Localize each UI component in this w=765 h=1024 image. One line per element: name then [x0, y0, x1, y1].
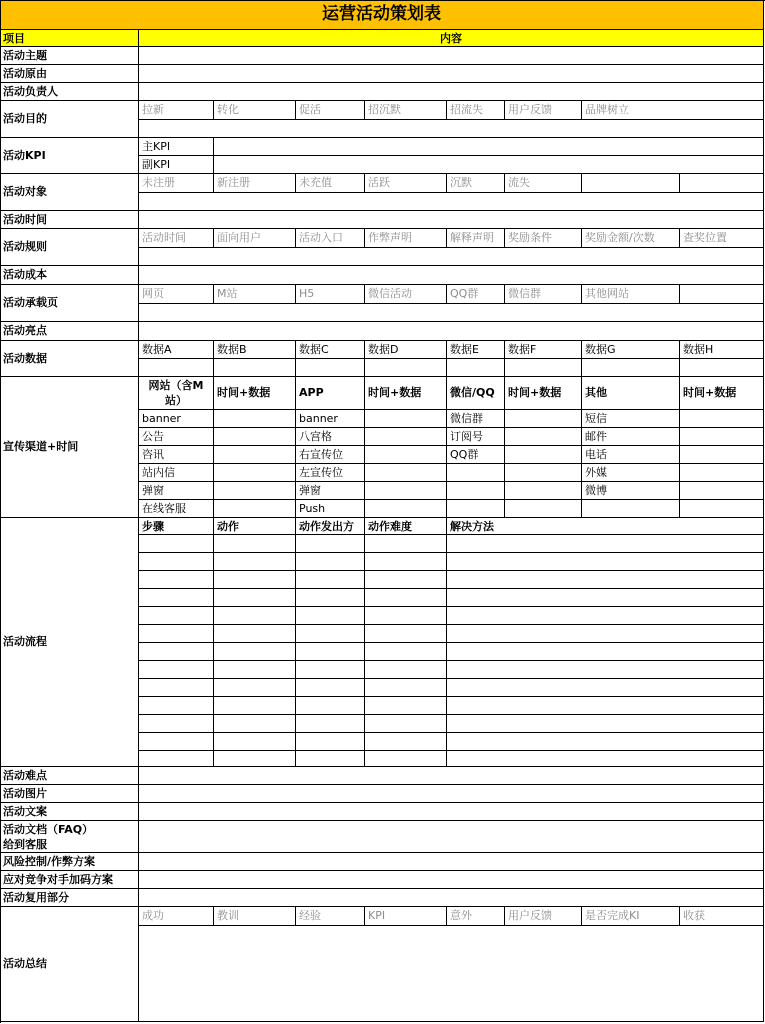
- channel-web-item: 站内信: [139, 464, 214, 482]
- flow-cell[interactable]: [214, 715, 296, 733]
- data-column-value[interactable]: [139, 359, 214, 377]
- activity-cost-label: 活动成本: [0, 266, 139, 285]
- flow-cell[interactable]: [214, 553, 296, 571]
- flow-cell[interactable]: [296, 607, 365, 625]
- risk-control-value[interactable]: [139, 853, 764, 871]
- flow-cell[interactable]: [296, 643, 365, 661]
- flow-cell[interactable]: [296, 625, 365, 643]
- flow-cell[interactable]: [214, 643, 296, 661]
- flow-cell[interactable]: [296, 679, 365, 697]
- competitor-plan-label: 应对竞争对手加码方案: [0, 871, 139, 889]
- activity-landing-option[interactable]: 网页: [139, 285, 214, 304]
- flow-cell[interactable]: [447, 751, 764, 767]
- activity-reuse-value[interactable]: [139, 889, 764, 907]
- data-column-value[interactable]: [582, 359, 680, 377]
- activity-copy-value[interactable]: [139, 803, 764, 821]
- channel-cell[interactable]: [214, 464, 296, 482]
- activity-kpi-label: 活动KPI: [0, 138, 139, 174]
- activity-owner-value[interactable]: [139, 83, 764, 101]
- flow-header: 步骤: [139, 518, 214, 535]
- activity-landing-label: 活动承载页: [0, 285, 139, 322]
- flow-cell[interactable]: [365, 715, 447, 733]
- channel-cell[interactable]: [214, 428, 296, 446]
- channel-cell[interactable]: [447, 482, 505, 500]
- flow-cell[interactable]: [296, 751, 365, 767]
- activity-target-option[interactable]: [582, 174, 680, 193]
- flow-cell[interactable]: [296, 715, 365, 733]
- flow-cell[interactable]: [139, 589, 214, 607]
- data-column-header: 数据H: [680, 341, 764, 359]
- activity-purpose-label: 活动目的: [0, 101, 139, 138]
- flow-cell[interactable]: [365, 679, 447, 697]
- activity-reason-label: 活动原由: [0, 65, 139, 83]
- flow-cell[interactable]: [365, 643, 447, 661]
- channel-web-item: 在线客服: [139, 500, 214, 518]
- channel-cell[interactable]: [365, 428, 447, 446]
- flow-cell[interactable]: [139, 643, 214, 661]
- flow-cell[interactable]: [296, 697, 365, 715]
- flow-cell[interactable]: [139, 751, 214, 767]
- activity-purpose-option[interactable]: 拉新: [139, 101, 214, 120]
- flow-cell[interactable]: [139, 553, 214, 571]
- summary-option[interactable]: 经验: [296, 907, 365, 926]
- activity-flow-label: 活动流程: [0, 518, 139, 767]
- flow-cell[interactable]: [296, 733, 365, 751]
- data-column-value[interactable]: [214, 359, 296, 377]
- channel-cell[interactable]: [680, 428, 764, 446]
- activity-landing-option[interactable]: 其他网站: [582, 285, 680, 304]
- channel-cell[interactable]: [680, 446, 764, 464]
- data-column-value[interactable]: [365, 359, 447, 377]
- activity-target-option[interactable]: 沉默: [447, 174, 505, 193]
- activity-target-option[interactable]: 未注册: [139, 174, 214, 193]
- activity-faq-value[interactable]: [139, 821, 764, 853]
- header-content: 内容: [139, 30, 764, 47]
- flow-header: 解决方法: [447, 518, 764, 535]
- channel-app-item: 左宣传位: [296, 464, 365, 482]
- flow-cell[interactable]: [139, 571, 214, 589]
- activity-purpose-option[interactable]: 用户反馈: [505, 101, 582, 120]
- flow-cell[interactable]: [296, 571, 365, 589]
- channel-app-item: banner: [296, 410, 365, 428]
- activity-rules-option[interactable]: 查奖位置: [680, 229, 764, 248]
- channel-header: APP: [296, 377, 365, 410]
- channel-cell[interactable]: [505, 482, 582, 500]
- flow-cell[interactable]: [447, 679, 764, 697]
- data-column-header: 数据B: [214, 341, 296, 359]
- activity-summary-notes[interactable]: [139, 926, 764, 1022]
- summary-option[interactable]: 收获: [680, 907, 764, 926]
- activity-rules-option[interactable]: 作弊声明: [365, 229, 447, 248]
- activity-target-notes[interactable]: [139, 193, 764, 211]
- channel-cell[interactable]: [365, 482, 447, 500]
- activity-purpose-option[interactable]: 品牌树立: [582, 101, 764, 120]
- summary-option[interactable]: KPI: [365, 907, 447, 926]
- flow-cell[interactable]: [447, 697, 764, 715]
- activity-target-option[interactable]: 活跃: [365, 174, 447, 193]
- flow-cell[interactable]: [214, 625, 296, 643]
- flow-cell[interactable]: [296, 535, 365, 553]
- channel-cell[interactable]: [447, 500, 505, 518]
- channel-web-item: 公告: [139, 428, 214, 446]
- flow-cell[interactable]: [447, 535, 764, 553]
- activity-reuse-label: 活动复用部分: [0, 889, 139, 907]
- channel-web-item: 咨讯: [139, 446, 214, 464]
- activity-difficulty-label: 活动难点: [0, 767, 139, 785]
- summary-option[interactable]: 教训: [214, 907, 296, 926]
- activity-landing-option[interactable]: 微信群: [505, 285, 582, 304]
- data-column-header: 数据G: [582, 341, 680, 359]
- faq-line-2: 给到客服: [3, 838, 47, 851]
- activity-rules-option[interactable]: 活动入口: [296, 229, 365, 248]
- activity-time-value[interactable]: [139, 211, 764, 229]
- channel-cell[interactable]: [505, 428, 582, 446]
- flow-cell[interactable]: [214, 733, 296, 751]
- flow-cell[interactable]: [214, 607, 296, 625]
- flow-cell[interactable]: [139, 733, 214, 751]
- flow-cell[interactable]: [447, 661, 764, 679]
- summary-option[interactable]: 用户反馈: [505, 907, 582, 926]
- activity-landing-option[interactable]: M站: [214, 285, 296, 304]
- sub-kpi-value[interactable]: [214, 156, 764, 174]
- sub-kpi-label: 副KPI: [139, 156, 214, 174]
- flow-cell[interactable]: [447, 625, 764, 643]
- channel-other-item: 短信: [582, 410, 680, 428]
- activity-target-option[interactable]: [680, 174, 764, 193]
- activity-difficulty-value[interactable]: [139, 767, 764, 785]
- channel-web-item: 弹窗: [139, 482, 214, 500]
- activity-purpose-option[interactable]: 招流失: [447, 101, 505, 120]
- activity-rules-option[interactable]: 面向用户: [214, 229, 296, 248]
- flow-cell[interactable]: [365, 607, 447, 625]
- channel-header: 时间+数据: [365, 377, 447, 410]
- activity-purpose-option[interactable]: 转化: [214, 101, 296, 120]
- header-item: 项目: [0, 30, 139, 47]
- channel-app-item: 八宫格: [296, 428, 365, 446]
- flow-cell[interactable]: [214, 679, 296, 697]
- flow-cell[interactable]: [139, 679, 214, 697]
- data-column-value[interactable]: [680, 359, 764, 377]
- activity-images-value[interactable]: [139, 785, 764, 803]
- activity-target-option[interactable]: 新注册: [214, 174, 296, 193]
- flow-cell[interactable]: [214, 661, 296, 679]
- data-column-header: 数据A: [139, 341, 214, 359]
- flow-cell[interactable]: [447, 643, 764, 661]
- activity-theme-label: 活动主题: [0, 47, 139, 65]
- flow-cell[interactable]: [365, 625, 447, 643]
- activity-reason-value[interactable]: [139, 65, 764, 83]
- channel-cell[interactable]: [505, 410, 582, 428]
- summary-option[interactable]: 是否完成KI: [582, 907, 680, 926]
- channel-header: 其他: [582, 377, 680, 410]
- activity-landing-notes[interactable]: [139, 304, 764, 322]
- competitor-plan-value[interactable]: [139, 871, 764, 889]
- activity-target-option[interactable]: 未充值: [296, 174, 365, 193]
- data-column-header: 数据E: [447, 341, 505, 359]
- activity-landing-option[interactable]: [680, 285, 764, 304]
- channel-app-item: 弹窗: [296, 482, 365, 500]
- channel-app-item: Push: [296, 500, 365, 518]
- channel-header: 微信/QQ: [447, 377, 505, 410]
- channel-cell[interactable]: [680, 410, 764, 428]
- channel-header: 时间+数据: [214, 377, 296, 410]
- channel-wechat_qq-item: 订阅号: [447, 428, 505, 446]
- main-kpi-label: 主KPI: [139, 138, 214, 156]
- activity-landing-option[interactable]: QQ群: [447, 285, 505, 304]
- activity-target-option[interactable]: 流失: [505, 174, 582, 193]
- data-column-header: 数据C: [296, 341, 365, 359]
- flow-cell[interactable]: [296, 589, 365, 607]
- activity-landing-option[interactable]: H5: [296, 285, 365, 304]
- data-column-value[interactable]: [296, 359, 365, 377]
- channel-cell[interactable]: [214, 446, 296, 464]
- flow-cell[interactable]: [214, 535, 296, 553]
- flow-header: 动作难度: [365, 518, 447, 535]
- activity-data-label: 活动数据: [0, 341, 139, 377]
- flow-cell[interactable]: [139, 535, 214, 553]
- channel-wechat_qq-item: 微信群: [447, 410, 505, 428]
- flow-cell[interactable]: [139, 697, 214, 715]
- data-column-value[interactable]: [505, 359, 582, 377]
- flow-header: 动作发出方: [296, 518, 365, 535]
- channel-cell[interactable]: [680, 482, 764, 500]
- channel-header: 网站（含M站）: [139, 377, 214, 410]
- channel-header: 时间+数据: [680, 377, 764, 410]
- flow-cell[interactable]: [214, 589, 296, 607]
- channel-cell[interactable]: [680, 500, 764, 518]
- flow-cell[interactable]: [447, 733, 764, 751]
- channel-web-item: banner: [139, 410, 214, 428]
- flow-cell[interactable]: [214, 697, 296, 715]
- activity-cost-value[interactable]: [139, 266, 764, 285]
- activity-summary-label: 活动总结: [0, 907, 139, 1022]
- activity-purpose-notes[interactable]: [139, 120, 764, 138]
- flow-cell[interactable]: [447, 607, 764, 625]
- activity-images-label: 活动图片: [0, 785, 139, 803]
- summary-option[interactable]: 成功: [139, 907, 214, 926]
- flow-cell[interactable]: [214, 751, 296, 767]
- activity-owner-label: 活动负责人: [0, 83, 139, 101]
- channel-other-item: 外媒: [582, 464, 680, 482]
- channel-cell[interactable]: [365, 464, 447, 482]
- risk-control-label: 风险控制/作弊方案: [0, 853, 139, 871]
- channel-other-item: 邮件: [582, 428, 680, 446]
- flow-cell[interactable]: [296, 553, 365, 571]
- channel-cell[interactable]: [505, 446, 582, 464]
- flow-cell[interactable]: [365, 535, 447, 553]
- flow-cell[interactable]: [447, 589, 764, 607]
- activity-theme-value[interactable]: [139, 47, 764, 65]
- flow-cell[interactable]: [365, 697, 447, 715]
- channel-cell[interactable]: [365, 446, 447, 464]
- flow-cell[interactable]: [365, 571, 447, 589]
- data-column-header: 数据D: [365, 341, 447, 359]
- activity-faq-label: [0, 821, 139, 853]
- activity-purpose-option[interactable]: 促活: [296, 101, 365, 120]
- activity-rules-option[interactable]: 活动时间: [139, 229, 214, 248]
- flow-cell[interactable]: [139, 625, 214, 643]
- flow-cell[interactable]: [214, 571, 296, 589]
- flow-cell[interactable]: [139, 661, 214, 679]
- channel-app-item: 右宣传位: [296, 446, 365, 464]
- channel-cell[interactable]: [214, 482, 296, 500]
- channel-cell[interactable]: [505, 464, 582, 482]
- activity-rules-option[interactable]: 奖励条件: [505, 229, 582, 248]
- flow-cell[interactable]: [365, 661, 447, 679]
- channel-cell[interactable]: [447, 464, 505, 482]
- activity-landing-option[interactable]: 微信活动: [365, 285, 447, 304]
- activity-rules-option[interactable]: 奖励金额/次数: [582, 229, 680, 248]
- flow-cell[interactable]: [139, 715, 214, 733]
- flow-cell[interactable]: [365, 589, 447, 607]
- data-column-value[interactable]: [447, 359, 505, 377]
- summary-option[interactable]: 意外: [447, 907, 505, 926]
- flow-cell[interactable]: [365, 553, 447, 571]
- channel-other-item: 电话: [582, 446, 680, 464]
- channel-cell[interactable]: [505, 500, 582, 518]
- activity-highlight-label: 活动亮点: [0, 322, 139, 341]
- activity-rules-label: 活动规则: [0, 229, 139, 266]
- flow-cell[interactable]: [365, 751, 447, 767]
- channel-cell[interactable]: [365, 410, 447, 428]
- activity-rules-notes[interactable]: [139, 248, 764, 266]
- flow-cell[interactable]: [139, 607, 214, 625]
- channel-cell[interactable]: [582, 500, 680, 518]
- channel-cell[interactable]: [680, 464, 764, 482]
- flow-cell[interactable]: [447, 571, 764, 589]
- activity-copy-label: 活动文案: [0, 803, 139, 821]
- channel-other-item: 微博: [582, 482, 680, 500]
- activity-rules-option[interactable]: 解释声明: [447, 229, 505, 248]
- flow-cell[interactable]: [296, 661, 365, 679]
- main-kpi-value[interactable]: [214, 138, 764, 156]
- channel-cell[interactable]: [214, 500, 296, 518]
- channel-cell[interactable]: [365, 500, 447, 518]
- activity-purpose-option[interactable]: 招沉默: [365, 101, 447, 120]
- faq-line-1: 活动文档（FAQ）: [3, 823, 94, 836]
- activity-time-label: 活动时间: [0, 211, 139, 229]
- data-column-header: 数据F: [505, 341, 582, 359]
- channel-header: 时间+数据: [505, 377, 582, 410]
- channel-cell[interactable]: [214, 410, 296, 428]
- activity-target-label: 活动对象: [0, 174, 139, 211]
- promo-channels-label: 宣传渠道+时间: [0, 377, 139, 518]
- flow-cell[interactable]: [365, 733, 447, 751]
- flow-cell[interactable]: [447, 553, 764, 571]
- flow-header: 动作: [214, 518, 296, 535]
- channel-wechat_qq-item: QQ群: [447, 446, 505, 464]
- flow-cell[interactable]: [447, 715, 764, 733]
- activity-highlight-value[interactable]: [139, 322, 764, 341]
- sheet-title: 运营活动策划表: [0, 0, 764, 30]
